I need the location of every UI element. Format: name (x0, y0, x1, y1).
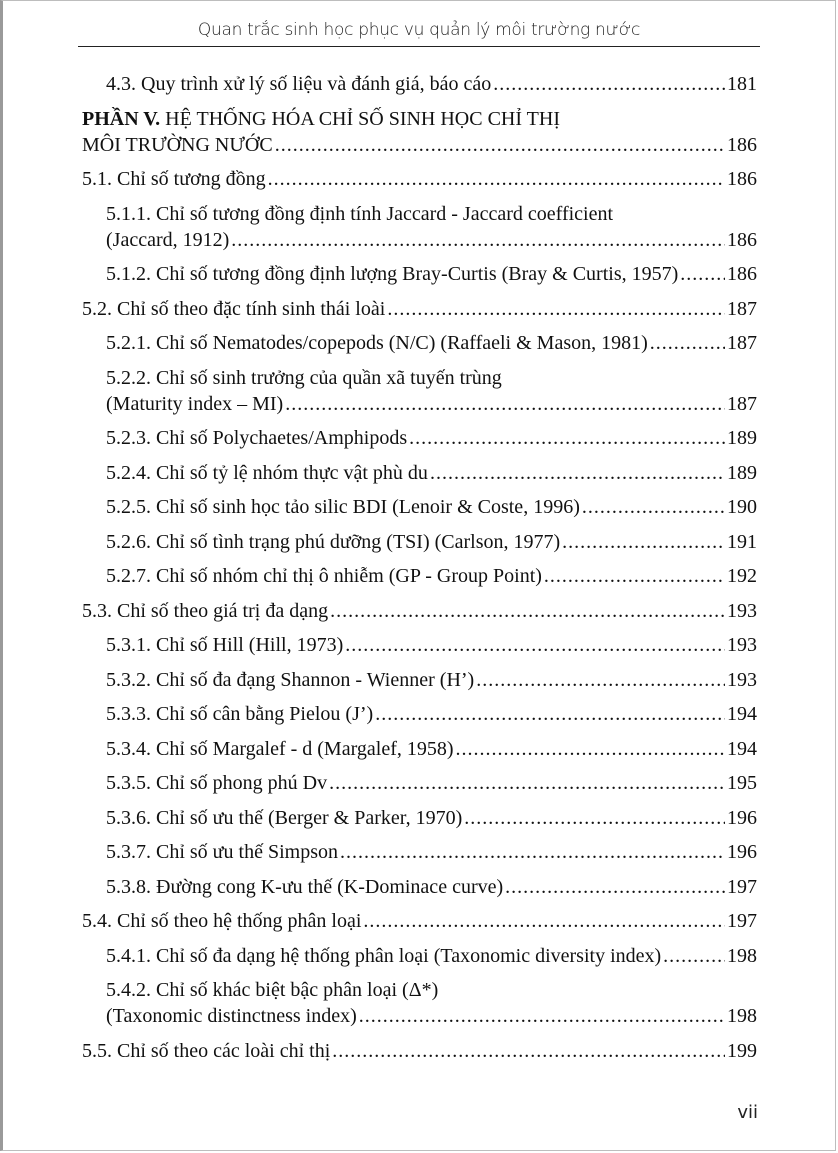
toc-page-number: 181 (727, 73, 757, 95)
toc-entry-line (82, 166, 757, 192)
toc-entry[interactable] (82, 874, 757, 900)
toc-entry-title: 5.2.3. Chỉ số Polychaetes/Amphipods (106, 427, 408, 449)
dot-leader (363, 908, 725, 934)
toc-page-number: 192 (727, 565, 757, 587)
dot-leader (329, 770, 725, 796)
dot-leader (663, 943, 725, 969)
toc-entry-line (106, 805, 757, 831)
toc-entry-line (106, 701, 757, 727)
toc-page-number: 198 (727, 1005, 757, 1027)
toc-page-number: 189 (727, 461, 757, 484)
toc-entry-line (106, 529, 757, 555)
toc-entry-line (106, 874, 757, 900)
toc-entry-title: 5.2.4. Chỉ số tỷ lệ nhóm thực vật phù du (106, 461, 428, 484)
toc-entry[interactable] (82, 632, 757, 658)
toc-page-number: 186 (727, 133, 757, 156)
toc-entry[interactable] (82, 494, 757, 520)
toc-entry-title: 5.1.1. Chỉ số tương đồng định tính Jaccard - Jaccard coefficient (106, 202, 614, 225)
toc-entry-line (106, 330, 757, 356)
dot-leader (505, 874, 725, 900)
toc-page-number: 198 (727, 944, 757, 967)
toc-entry-line (106, 227, 757, 253)
dot-leader (430, 460, 725, 486)
toc-entry[interactable] (82, 365, 757, 417)
toc-entry-line (106, 667, 757, 693)
toc-entry-title: 5.2.1. Chỉ số Nematodes/copepods (N/C) (Raffaeli & Mason, 1981) (106, 332, 648, 354)
dot-leader (359, 1003, 725, 1029)
dot-leader (650, 330, 725, 356)
toc-entry[interactable] (82, 1038, 757, 1064)
table-of-contents (82, 71, 757, 1072)
toc-entry-line (106, 1003, 757, 1029)
toc-entry-title: 5.4. Chỉ số theo hệ thống phân loại (82, 910, 362, 932)
toc-entry-line (82, 598, 757, 624)
toc-entry-title: (Taxonomic distinctness index) (106, 1005, 357, 1027)
dot-leader (340, 839, 725, 865)
toc-entry-title: 5.1. Chỉ số tương đồng (82, 168, 266, 190)
toc-page-number: 191 (727, 530, 757, 553)
dot-leader (332, 1038, 725, 1064)
dot-leader (375, 701, 725, 727)
dot-leader (582, 494, 725, 520)
toc-entry[interactable] (82, 71, 757, 97)
toc-entry-line (106, 770, 757, 796)
dot-leader (275, 132, 725, 158)
toc-entry[interactable] (82, 943, 757, 969)
toc-entry-title: 5.1.2. Chỉ số tương đồng định lượng Bray-Curtis (Bray & Curtis, 1957) (106, 263, 679, 285)
toc-entry-line (82, 1038, 757, 1064)
toc-entry-title: 5.3.1. Chỉ số Hill (Hill, 1973) (106, 634, 344, 656)
toc-entry-title: 5.3.2. Chỉ số đa đạng Shannon - Wienner (H’) (106, 668, 475, 691)
toc-entry[interactable] (82, 701, 757, 727)
toc-page-number: 194 (727, 737, 757, 760)
toc-entry-line (106, 365, 757, 391)
toc-page-number: 193 (727, 634, 757, 656)
toc-entry-line (106, 201, 757, 227)
toc-page-number: 199 (727, 1039, 757, 1062)
toc-entry-title: 5.5. Chỉ số theo các loài chỉ thị (82, 1039, 331, 1062)
toc-entry[interactable] (82, 563, 757, 589)
toc-page-number: 190 (727, 496, 757, 518)
part-label: PHẦN V. (82, 107, 161, 130)
running-head: Quan trắc sinh học phục vụ quản lý môi trường nước (197, 20, 641, 40)
dot-leader (409, 425, 725, 451)
dot-leader (456, 736, 725, 762)
dot-leader (387, 296, 725, 322)
toc-entry-title: 5.3.5. Chỉ số phong phú Dv (106, 772, 328, 794)
toc-page-number: 196 (727, 841, 757, 863)
dot-leader (493, 71, 725, 97)
toc-entry-line (106, 460, 757, 486)
header-rule (78, 46, 760, 47)
toc-entry[interactable] (82, 166, 757, 192)
dot-leader (285, 391, 725, 417)
toc-entry[interactable] (82, 460, 757, 486)
toc-entry-title: 4.3. Quy trình xử lý số liệu và đánh giá, báo cáo (106, 73, 492, 95)
toc-page-number: 187 (727, 297, 757, 320)
toc-page-number: 193 (727, 668, 757, 691)
page-number: vii (737, 1102, 758, 1123)
toc-page-number: 187 (727, 392, 757, 415)
toc-entry-line (106, 391, 757, 417)
toc-page-number: 187 (727, 332, 757, 354)
toc-entry-line (106, 494, 757, 520)
toc-entry-title: 5.2.6. Chỉ số tình trạng phú dưỡng (TSI) (Carlson, 1977) (106, 530, 561, 553)
toc-entry-line (106, 736, 757, 762)
toc-entry[interactable] (82, 330, 757, 356)
toc-entry[interactable] (82, 529, 757, 555)
toc-entry-title: MÔI TRƯỜNG NƯỚC (82, 133, 273, 156)
dot-leader (330, 598, 725, 624)
dot-leader (345, 632, 725, 658)
toc-entry-line (106, 943, 757, 969)
toc-entry-title: 5.3.4. Chỉ số Margalef - d (Margalef, 1958) (106, 737, 454, 760)
toc-page-number: 186 (727, 168, 757, 190)
toc-entry-line (106, 261, 757, 287)
toc-page-number: 189 (727, 427, 757, 449)
toc-entry-line (82, 908, 757, 934)
toc-entry-title: 5.3. Chỉ số theo giá trị đa dạng (82, 599, 329, 622)
toc-entry-line (82, 132, 757, 158)
toc-entry-title: 5.2.7. Chỉ số nhóm chỉ thị ô nhiễm (GP - Group Point) (106, 565, 542, 587)
toc-entry-title: 5.2.2. Chỉ số sinh trưởng của quần xã tuyến trùng (106, 366, 502, 389)
toc-entry[interactable] (82, 839, 757, 865)
toc-entry[interactable] (82, 805, 757, 831)
dot-leader (680, 261, 725, 287)
toc-entry-line (106, 71, 757, 97)
toc-entry-line (82, 106, 757, 132)
dot-leader (464, 805, 725, 831)
toc-page-number: 194 (727, 703, 757, 725)
toc-entry-line (106, 632, 757, 658)
toc-entry-title: 5.4.1. Chỉ số đa dạng hệ thống phân loại (Taxonomic diversity index) (106, 944, 662, 967)
dot-leader (268, 166, 725, 192)
toc-entry-title: 5.3.6. Chỉ số ưu thế (Berger & Parker, 1970) (106, 806, 463, 829)
toc-entry-title: 5.4.2. Chỉ số khác biệt bậc phân loại (Δ*) (106, 979, 439, 1001)
toc-page-number: 186 (727, 263, 757, 285)
toc-entry[interactable] (82, 977, 757, 1029)
toc-page-number: 197 (727, 910, 757, 932)
toc-page-number: 193 (727, 599, 757, 622)
toc-entry[interactable] (82, 296, 757, 322)
toc-entry-line (106, 563, 757, 589)
toc-page-number: 186 (727, 228, 757, 251)
toc-entry[interactable] (82, 736, 757, 762)
toc-entry-title: 5.2. Chỉ số theo đặc tính sinh thái loài (82, 297, 386, 320)
toc-entry[interactable] (82, 261, 757, 287)
dot-leader (544, 563, 725, 589)
toc-entry-title: HỆ THỐNG HÓA CHỈ SỐ SINH HỌC CHỈ THỊ (160, 107, 560, 130)
toc-page-number: 197 (727, 875, 757, 898)
dot-leader (231, 227, 725, 253)
toc-entry-line (106, 977, 757, 1003)
toc-entry-line (82, 296, 757, 322)
toc-entry[interactable] (82, 425, 757, 451)
dot-leader (476, 667, 725, 693)
toc-entry-title: (Jaccard, 1912) (106, 228, 230, 251)
toc-page-number: 196 (727, 806, 757, 829)
toc-entry-title: 5.3.7. Chỉ số ưu thế Simpson (106, 841, 338, 863)
dot-leader (562, 529, 725, 555)
toc-entry[interactable] (82, 908, 757, 934)
toc-entry-title: 5.3.8. Đường cong K-ưu thế (K-Dominace curve) (106, 875, 504, 898)
toc-entry-line (106, 425, 757, 451)
toc-page-number: 195 (727, 772, 757, 794)
toc-entry-line (106, 839, 757, 865)
toc-entry[interactable] (82, 667, 757, 693)
toc-entry-title: (Maturity index – MI) (106, 392, 284, 415)
toc-entry[interactable] (82, 201, 757, 253)
toc-entry[interactable] (82, 106, 757, 158)
toc-entry-title: 5.2.5. Chỉ số sinh học tảo silic BDI (Lenoir & Coste, 1996) (106, 496, 580, 518)
toc-entry[interactable] (82, 770, 757, 796)
toc-entry-title: 5.3.3. Chỉ số cân bằng Pielou (J’) (106, 703, 374, 725)
toc-entry[interactable] (82, 598, 757, 624)
